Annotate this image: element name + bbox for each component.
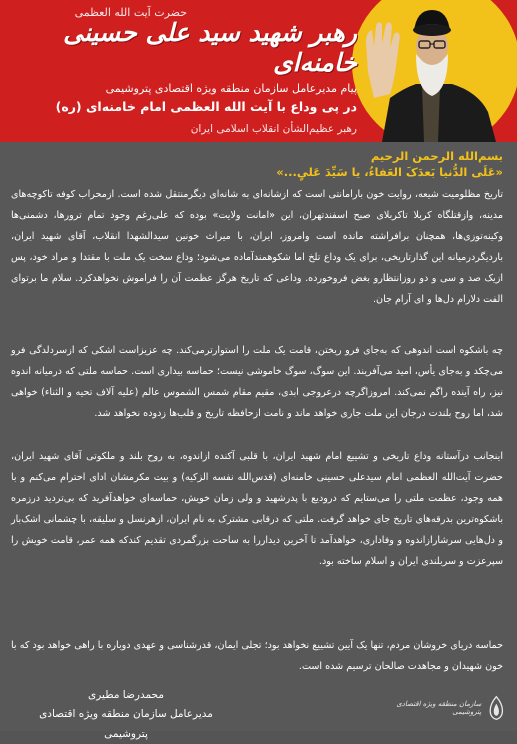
signer-title: مدیرعامل سازمان منطقه ویژه اقتصادی پتروشیمی xyxy=(39,708,213,740)
header-line-subtitle: رهبر عظیم‌الشأن انقلاب اسلامی ایران xyxy=(190,123,357,135)
paragraph-4: حماسه دریای خروشان مردم، تنها یک آیین تشییع نخواهد بود؛ تجلی ایمان، قدرشناسی و عهدی دوباره با راهی خواهد بود که با خون شهیدان و مجاهدت صالحان ترسیم شده است. xyxy=(11,640,503,672)
paragraph-3: اینجانب درآستانه وداع تاریخی و تشییع امام شهید ایران، با قلبی آکنده ازاندوه، به روح بلند و ملکوتی آقای شهید ایران، حضرت آیت‌الله العظمی امام سیدعلی حسینی خامنه‌ای (قدس‌الله نفسه الزکیه) و بیت مکرمشان ادای احترام می‌کنم و با همه وجود، عظمت ملتی را می‌ستایم که درودیع با پدرشهید و ولی زمان خویش، حماسه‌ای خواهدآفرید که بی‌تردید درزمره باشکوه‌ترین بدرقه‌های تاریخ جای خواهد گرفت. ملتی که درقابی مشترک به نام ایران، ازهرنسل و سلیقه، با چشمانی اشک‌بار و دل‌هایی سرشارازاندوه و وفاداری، خواهدآمد تا آخرین دیداررا به ساحت بزرگمردی تقدیم کندکه همه عمر، قامت خویش را سپرعزت و سربلندی ایران و اسلام ساخته بود. xyxy=(11,451,503,567)
header-line-subject: در پی وداع با آیت الله العظمی امام خامنه‌ای (ره) xyxy=(55,99,357,114)
signer-name: محمدرضا مطیری xyxy=(88,689,164,701)
petrochemical-emblem-icon xyxy=(485,693,508,723)
paragraph-2: چه باشکوه است اندوهی که به‌جای فرو ریختن، قامت یک ملت را استوارترمی‌کند. چه عزیزاست اشکی که ازسردلدگی فرو می‌چکد و به‌جای یأس، امید می‌آفریند. این سوگ، سوگ خاموشی نیست؛ حماسه بیداری است. حماسه ملتی که درمیانه اندوه نیز، راه آینده راگم نمی‌کند. امروزاگرچه درعروجی ابدی، مقیم مقام شمس الشموس عالم (علیه آلاف تحیه و الثناء) خواهی شد، اما روح بلندت درجان این ملت جاری خواهد ماند و نامت ازحافظه تاریخ و قلب‌ها زدوده نخواهد شد. xyxy=(11,345,503,419)
logo-text: سازمان منطقه ویژه اقتصادی پتروشیمی xyxy=(396,700,482,716)
header-line-sender: پیام مدیرعامل سازمان منطقه ویژه اقتصادی پتروشیمی xyxy=(105,82,357,95)
message-body xyxy=(0,142,517,740)
arabic-verse-text: «عَلَی الدُّنیا بَعدَکَ العَفاءُ، یا سَیِّدَ عَلیٍ...» xyxy=(276,165,503,179)
tribute-calligraphy xyxy=(17,2,357,78)
signature-block xyxy=(16,686,236,744)
poster-header xyxy=(0,0,517,142)
organization-logo xyxy=(380,688,508,728)
opening-block xyxy=(13,148,503,180)
paragraph-1: تاریخ مظلومیت شیعه، روایت خون بارامانتی است که ازشانه‌ای به شانه‌ای دیگرمنتقل شده است. ازمحراب کوفه تاکوچه‌های مدینه، وازقتلگاه کربلا تاکربلای صبح اسفندتهران، این «امانت ولایت» بوده که علی‌رغم وجود تمام ترورها، دشمنی‌ها وکینه‌توزی‌ها، همچنان برافراشته مانده است وامروز، ایران، با میراث خونین سیدالشهدا انقلاب، آقای شهید ایران، باردیگردرمیانه این گذارتاریخی، برای یک وداع تلخ اما شکوهمندآماده می‌شود؛ وداع سخت یک ملت با مقتدا و مراد خود، پس ازیک صد و سی و دو روزانتظارو بغض فروخورده. وداعی که تاریخ هرگز عظمت آن را فراموش نخواهدکرد. سلام ما برتوای الفت دلارام دل‌ها و ای آرام جان. xyxy=(11,189,503,305)
tribute-small-text: حضرت آیت الله العظمی xyxy=(74,6,187,19)
tribute-title: رهبر شهید سید علی حسینی خامنه‌ای xyxy=(63,18,357,77)
leader-portrait-image xyxy=(360,2,502,142)
bismillah-text: بسم‌الله الرحمن الرحیم xyxy=(370,149,503,163)
